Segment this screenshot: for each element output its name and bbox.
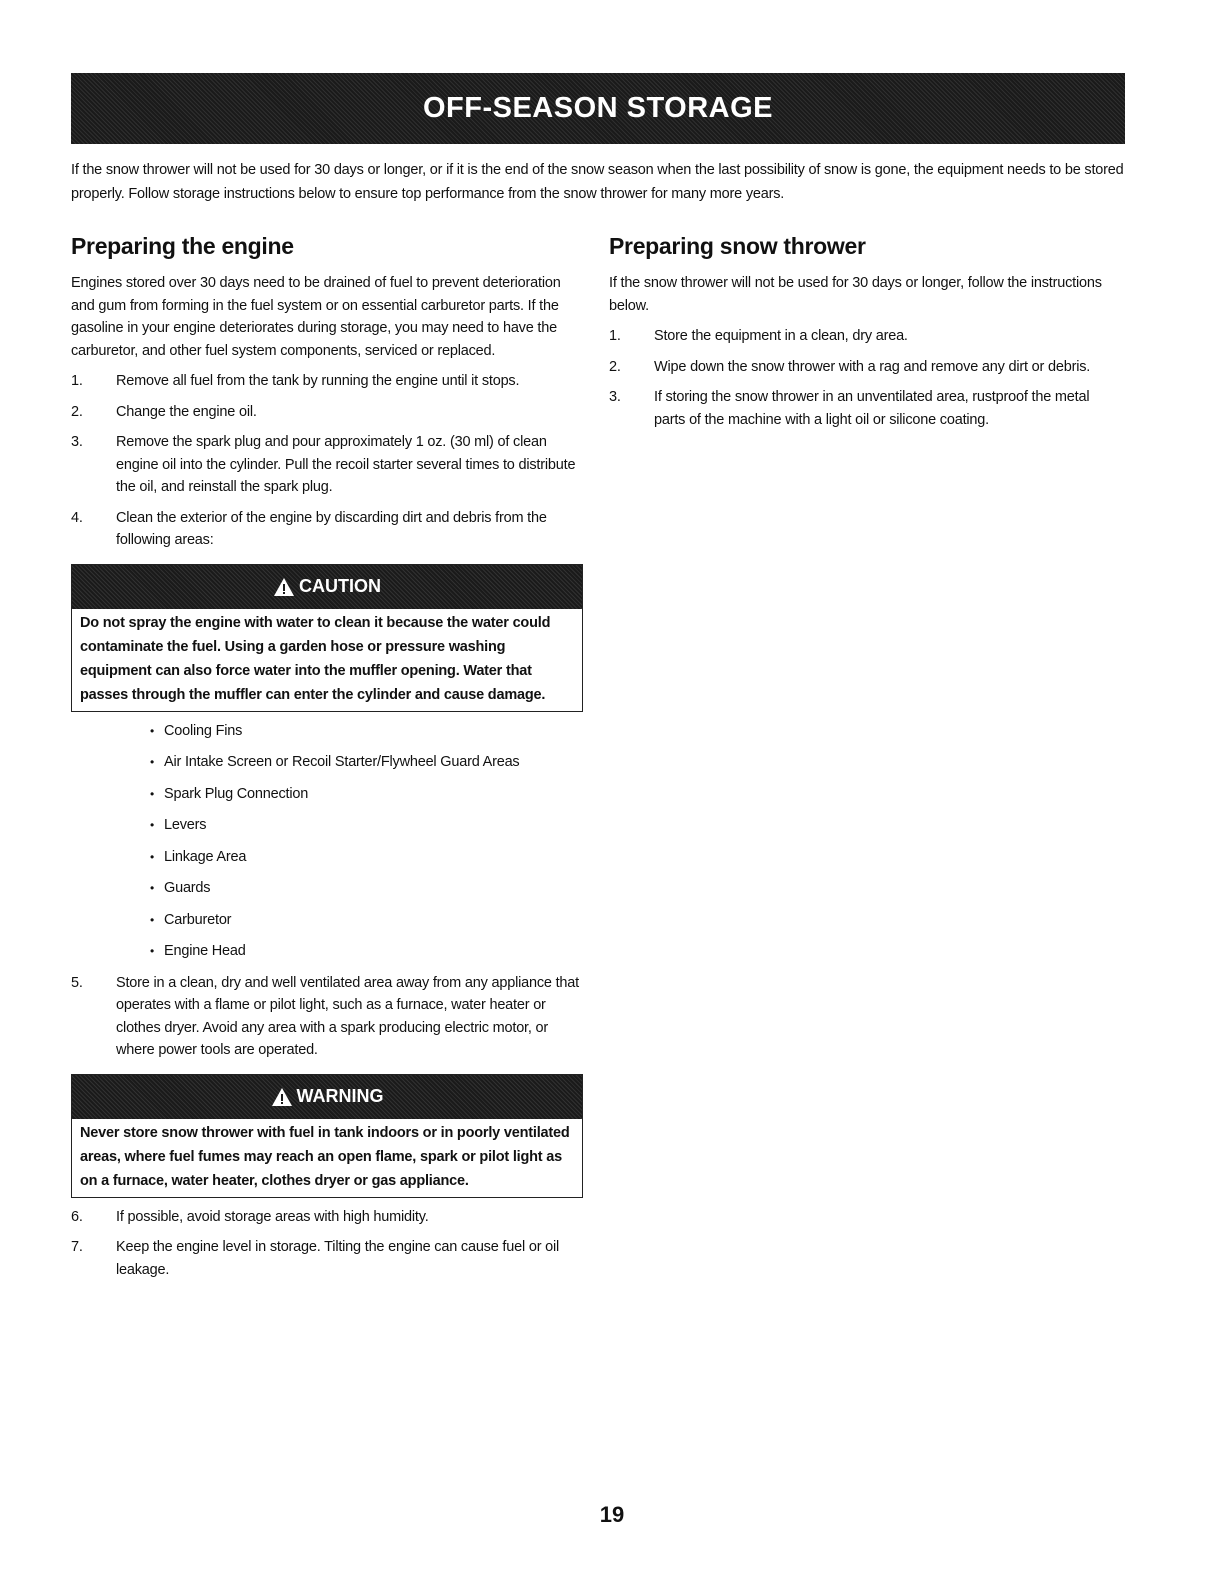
step-number: 1.: [71, 373, 83, 389]
area-label: Spark Plug Connection: [164, 785, 309, 802]
list-item: [71, 783, 585, 805]
preparing-engine-section: [71, 228, 585, 1289]
step-number: 3.: [71, 434, 83, 450]
area-label: Carburetor: [164, 911, 232, 928]
step-text: Wipe down the snow thrower with a rag and remove any dirt or debris.: [654, 358, 1091, 375]
intro-paragraph: If the snow thrower will not be used for 30 days or longer, or if it is the end of the snow season when the last possibility of snow is gone, the equipment needs to be stored properly. Follow storage instructions below to ensure top performance from the snow thrower for many more years.: [71, 162, 1124, 202]
list-item: [71, 846, 585, 868]
engine-section-title: Preparing the engine: [71, 233, 294, 259]
step-text: Remove the spark plug and pour approximately 1 oz. (30 ml) of clean engine oil into the cylinder. Pull the recoil starter several times to distribute the oil, and reinstall the spark plug.: [116, 434, 576, 495]
bullet-icon: •: [149, 912, 154, 927]
list-item: [71, 877, 585, 899]
bullet-icon: •: [149, 786, 154, 801]
bullet-icon: •: [149, 818, 154, 832]
list-item: [71, 720, 585, 742]
step-number: 6.: [71, 1208, 83, 1225]
area-label: Linkage Area: [164, 848, 247, 865]
step-number: 7.: [71, 1239, 83, 1255]
list-item: [71, 940, 585, 962]
caution-box: [71, 564, 583, 712]
warning-label: WARNING: [296, 1086, 384, 1106]
step-number: 1.: [609, 328, 621, 344]
section-banner: [71, 73, 1125, 144]
thrower-section-title: Preparing snow thrower: [609, 233, 866, 259]
step-text: Keep the engine level in storage. Tilting the engine can cause fuel or oil leakage.: [116, 1239, 560, 1278]
area-label: Air Intake Screen or Recoil Starter/Flywheel Guard Areas: [164, 754, 520, 770]
warning-box: [71, 1074, 583, 1198]
warning-triangle-icon: [271, 1087, 293, 1107]
caution-text: Do not spray the engine with water to clean it because the water could contaminate the fuel. Using a garden hose or pressure washing equipment can also force water into the muffler opening. Water that passes through the muffler can enter the cylinder and cause damage.: [80, 614, 551, 703]
list-item: [609, 356, 1109, 379]
list-item: [71, 972, 585, 1062]
page-number: 19: [599, 1502, 625, 1527]
list-item: [71, 370, 585, 393]
list-item: [71, 909, 585, 931]
warning-text: Never store snow thrower with fuel in tank indoors or in poorly ventilated areas, where fuel fumes may reach an open flame, spark or pilot light as on a furnace, water heater, clothes dryer or gas appliance.: [80, 1124, 570, 1189]
cleaning-areas-list: [71, 720, 585, 963]
list-item: [609, 325, 1109, 348]
warning-triangle-icon: [273, 577, 295, 597]
engine-intro: Engines stored over 30 days need to be drained of fuel to prevent deterioration and gum from forming in the fuel system or on essential carburetor parts. If the gasoline in your engine deteriorates during storage, you may need to have the carburetor, and other fuel system components, serviced or replaced.: [71, 275, 561, 359]
step-number: 3.: [609, 389, 621, 405]
area-label: Cooling Fins: [164, 722, 243, 739]
engine-step-5: [71, 972, 585, 1062]
thrower-intro: If the snow thrower will not be used for 30 days or longer, follow the instructions below.: [609, 275, 1102, 314]
list-item: [71, 814, 585, 836]
step-text: Store in a clean, dry and well ventilated area away from any appliance that operates with a flame or pilot light, such as a furnace, water heater or clothes dryer. Avoid any area with a spark producing electric motor, or where power tools are operated.: [116, 974, 579, 1058]
bullet-icon: •: [149, 723, 154, 738]
list-item: [71, 1236, 585, 1281]
preparing-thrower-section: [609, 228, 1109, 439]
step-text: Clean the exterior of the engine by discarding dirt and debris from the following areas:: [116, 509, 547, 548]
step-text: If possible, avoid storage areas with high humidity.: [116, 1208, 429, 1225]
list-item: [71, 1206, 585, 1229]
step-number: 2.: [609, 358, 621, 375]
list-item: [71, 751, 585, 773]
thrower-steps-list: [609, 325, 1109, 431]
list-item: [71, 507, 585, 552]
engine-steps-list: [71, 370, 585, 552]
bullet-icon: •: [149, 944, 154, 958]
step-text: If storing the snow thrower in an unventilated area, rustproof the metal parts of the machine with a light oil or silicone coating.: [654, 389, 1090, 428]
list-item: [609, 386, 1109, 431]
bullet-icon: •: [149, 755, 154, 769]
area-label: Guards: [164, 880, 211, 896]
step-number: 5.: [71, 974, 83, 991]
caution-header: [72, 565, 582, 609]
step-number: 4.: [71, 509, 83, 526]
bullet-icon: •: [149, 881, 154, 895]
area-label: Engine Head: [164, 943, 246, 959]
list-item: [71, 401, 585, 424]
bullet-icon: •: [149, 849, 154, 864]
page-title: OFF-SEASON STORAGE: [422, 92, 774, 124]
step-number: 2.: [71, 403, 83, 420]
step-text: Store the equipment in a clean, dry area.: [654, 328, 908, 344]
warning-header: [72, 1075, 582, 1119]
list-item: [71, 431, 585, 499]
caution-label: CAUTION: [299, 576, 381, 596]
step-text: Change the engine oil.: [116, 403, 257, 420]
area-label: Levers: [164, 817, 207, 833]
engine-steps-end: [71, 1206, 585, 1282]
step-text: Remove all fuel from the tank by running the engine until it stops.: [116, 373, 520, 389]
